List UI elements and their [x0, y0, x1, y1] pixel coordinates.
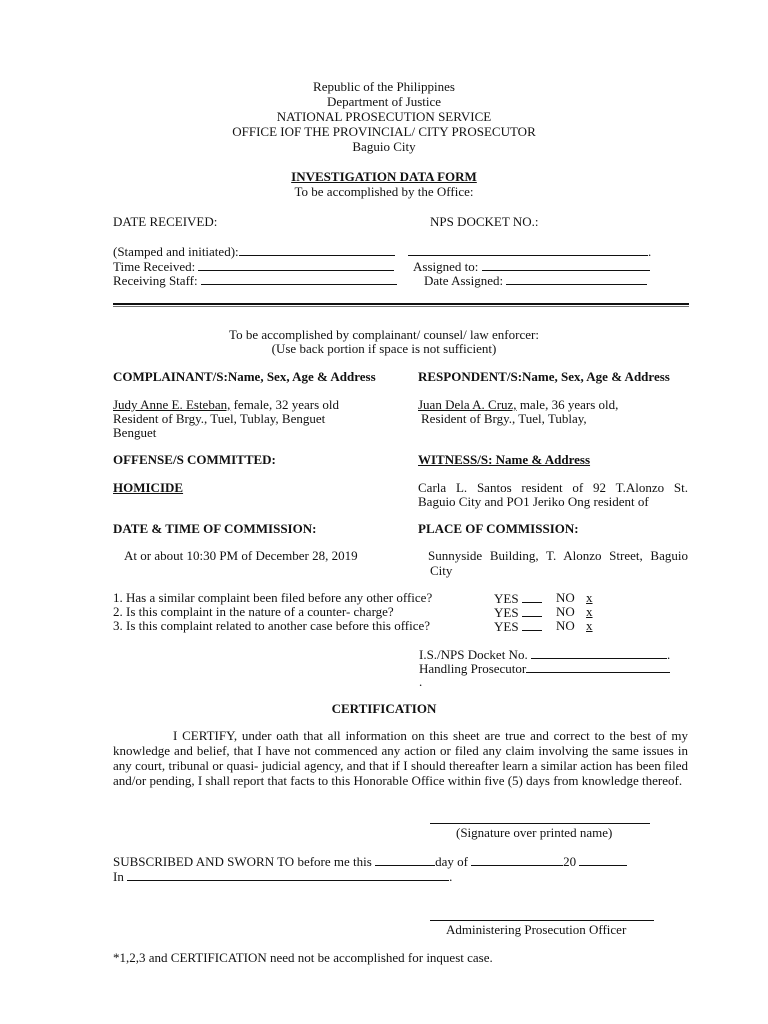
question-3-no-label: NO: [556, 618, 575, 633]
date-commission-heading: DATE & TIME OF COMMISSION:: [113, 521, 317, 536]
witness-line2: Baguio City and PO1 Jeriko Ong resident of: [418, 494, 649, 509]
assigned-to-label: Assigned to:: [413, 259, 479, 274]
footnote: *1,2,3 and CERTIFICATION need not be accomplished for inquest case.: [113, 950, 493, 965]
question-3-yes-field[interactable]: [522, 618, 542, 631]
is-nps-docket-period: .: [666, 647, 671, 662]
officer-signature-line[interactable]: [430, 920, 654, 921]
is-nps-docket-field[interactable]: [531, 646, 667, 659]
question-2-yes-label: YES: [494, 605, 519, 620]
certification-body: I CERTIFY, under oath that all information on this sheet are true and correct to the best of my knowledge and belief, that I have not commenced any action or filed any claim involving the same issues in any court, tribunal or quasi- judicial agency, and that if I should thereafter learn a similar action has been filed and/or pending, I shall report that facts to this Honorable Office within five (5) days from knowledge thereof.: [113, 728, 688, 788]
question-3: 3. Is this complaint related to another case before this office?: [113, 618, 431, 633]
form-subtitle: To be accomplished by the Office:: [294, 184, 474, 199]
handling-prosecutor-period: .: [419, 674, 423, 689]
signature-line[interactable]: [430, 823, 650, 824]
question-3-answer[interactable]: x: [586, 618, 593, 633]
is-nps-docket-label: I.S./NPS Docket No.: [419, 647, 528, 662]
date-received-label: DATE RECEIVED:: [113, 214, 218, 229]
question-2-yes-field[interactable]: [522, 604, 542, 617]
complainant-name: Judy Anne E. Esteban,: [113, 397, 231, 412]
complainant-heading: COMPLAINANT/S:Name, Sex, Age & Address: [113, 369, 376, 384]
sworn-in-field[interactable]: [127, 868, 449, 881]
header-department: Department of Justice: [326, 94, 442, 109]
question-1-yes-field[interactable]: [522, 590, 542, 603]
instructions-line1: To be accomplished by complainant/ counsel/ law enforcer:: [229, 327, 539, 342]
section-divider-shadow: [113, 306, 689, 307]
respondent-address1: Resident of Brgy., Tuel, Tublay,: [421, 411, 587, 426]
receiving-staff-field[interactable]: [201, 272, 397, 285]
respondent-heading: RESPONDENT/S:Name, Sex, Age & Address: [418, 369, 670, 384]
stamped-right-row: [408, 243, 651, 259]
offense-heading: OFFENSE/S COMMITTED:: [113, 452, 276, 467]
place-commission-line1: Sunnyside Building, T. Alonzo Street, Baguio: [428, 548, 688, 563]
time-received-label: Time Received:: [113, 259, 196, 274]
nps-docket-label: NPS DOCKET NO.:: [430, 214, 539, 229]
receiving-staff-row: [113, 272, 397, 288]
respondent-name: Juan Dela A. Cruz,: [418, 397, 517, 412]
header-city: Baguio City: [352, 139, 416, 154]
question-3-yes-row: [494, 618, 542, 634]
sworn-in-label: In: [113, 869, 124, 884]
date-assigned-field[interactable]: [506, 272, 647, 285]
sworn-in-row: [113, 868, 452, 884]
date-assigned-row: [424, 272, 647, 288]
sworn-prefix: SUBSCRIBED AND SWORN TO before me this: [113, 854, 372, 869]
section-divider: [113, 303, 689, 305]
offense-value: HOMICIDE: [113, 480, 184, 495]
question-2: 2. Is this complaint in the nature of a counter- charge?: [113, 604, 394, 619]
date-commission-value: At or about 10:30 PM of December 28, 2019: [124, 548, 358, 563]
stamped-right-field[interactable]: [408, 243, 648, 256]
question-1-no-row: [556, 590, 593, 605]
complainant-name-line: [113, 397, 339, 412]
sworn-year-prefix: 20: [563, 854, 577, 869]
header-republic: Republic of the Philippines: [313, 79, 455, 94]
officer-label: Administering Prosecution Officer: [446, 922, 627, 937]
sworn-in-period: .: [449, 869, 453, 884]
question-3-no-row: [556, 618, 593, 633]
respondent-name-line: [418, 397, 618, 412]
question-1-yes-label: YES: [494, 591, 519, 606]
question-2-answer[interactable]: x: [586, 604, 593, 619]
sworn-day-of: day of: [435, 854, 468, 869]
time-received-field[interactable]: [198, 258, 394, 271]
sworn-day-field[interactable]: [375, 853, 435, 866]
header-nps: NATIONAL PROSECUTION SERVICE: [276, 109, 492, 124]
sworn-month-field[interactable]: [471, 853, 563, 866]
assigned-to-field[interactable]: [482, 258, 650, 271]
date-assigned-label: Date Assigned:: [424, 273, 504, 288]
question-1: 1. Has a similar complaint been filed before any other office?: [113, 590, 433, 605]
instructions-line2: (Use back portion if space is not sufficient): [271, 341, 497, 356]
witness-line1: Carla L. Santos resident of 92 T.Alonzo St.: [418, 480, 688, 495]
place-commission-line2: City: [430, 563, 453, 578]
witness-heading: WITNESS/S: Name & Address: [418, 452, 591, 467]
form-title: INVESTIGATION DATA FORM: [291, 169, 477, 184]
header-office: OFFICE IOF THE PROVINCIAL/ CITY PROSECUTOR: [232, 124, 536, 139]
question-2-no-label: NO: [556, 604, 575, 619]
stamped-row: [113, 243, 395, 259]
question-1-answer[interactable]: x: [586, 590, 593, 605]
question-3-yes-label: YES: [494, 619, 519, 634]
handling-prosecutor-label: Handling Prosecutor: [419, 661, 527, 676]
receiving-staff-label: Receiving Staff:: [113, 273, 198, 288]
signature-label: (Signature over printed name): [456, 825, 613, 840]
stamped-field[interactable]: [239, 243, 395, 256]
respondent-details: male, 36 years old,: [516, 397, 619, 412]
complainant-details: female, 32 years old: [230, 397, 339, 412]
complainant-address1: Resident of Brgy., Tuel, Tublay, Benguet: [113, 411, 326, 426]
stamped-label: (Stamped and initiated):: [113, 244, 239, 259]
sworn-row: [113, 853, 627, 869]
handling-prosecutor-field[interactable]: [526, 660, 670, 673]
handling-prosecutor-row: [419, 660, 670, 676]
question-1-no-label: NO: [556, 590, 575, 605]
complainant-address2: Benguet: [113, 425, 157, 440]
certification-heading: CERTIFICATION: [331, 701, 437, 716]
place-commission-heading: PLACE OF COMMISSION:: [418, 521, 579, 536]
stamped-period: .: [648, 244, 652, 259]
sworn-year-field[interactable]: [579, 853, 627, 866]
question-2-no-row: [556, 604, 593, 619]
